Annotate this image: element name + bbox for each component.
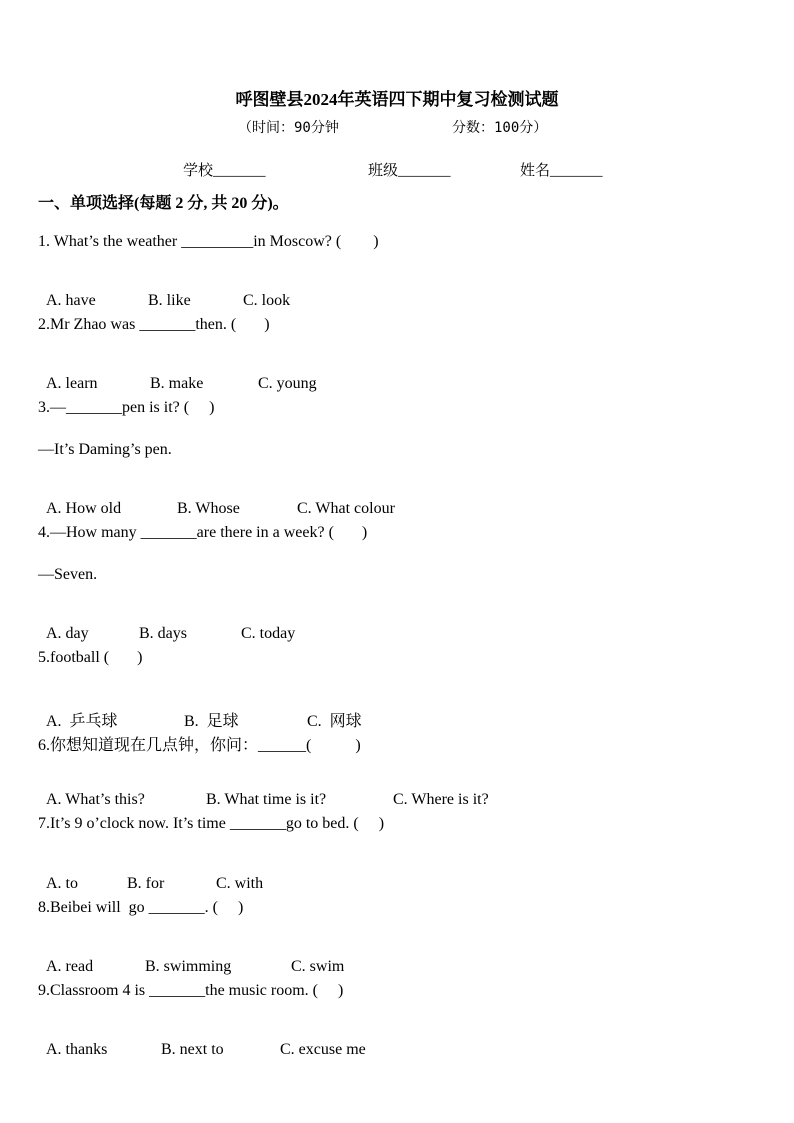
option: B. days: [139, 625, 187, 642]
option: C. look: [243, 292, 291, 309]
option: C. What colour: [297, 500, 395, 517]
question-stem: 3.—_______pen is it? ( ): [38, 399, 215, 416]
option: A. learn: [46, 375, 98, 392]
school-field: 学校_______: [183, 163, 266, 179]
question-options: [38, 773, 489, 809]
option: A. 乒乓球: [46, 713, 118, 730]
option: C. excuse me: [280, 1041, 366, 1058]
option: A. have: [46, 292, 96, 309]
option: B. Whose: [177, 500, 240, 517]
question-options: [38, 482, 395, 518]
question-stem: 9.Classroom 4 is _______the music room. ( ): [38, 982, 344, 999]
question-options: [38, 1023, 366, 1059]
option: C. today: [241, 625, 296, 642]
question-stem: 5.football ( ): [38, 649, 143, 666]
question-options: [38, 274, 290, 310]
question-stem: 8.Beibei will go _______. ( ): [38, 899, 244, 916]
option: B. 足球: [184, 713, 239, 730]
question-stem: 2.Mr Zhao was _______then. ( ): [38, 316, 270, 333]
question-answer: —It’s Daming’s pen.: [38, 441, 172, 458]
exam-title: 呼图壁县2024年英语四下期中复习检测试题: [235, 90, 559, 109]
exam-time: （时间：90分钟: [238, 120, 339, 136]
option: C. 网球: [307, 713, 362, 730]
option: C. with: [216, 875, 264, 892]
exam-score: 分数：100分）: [452, 120, 548, 136]
option: B. for: [127, 875, 165, 892]
question-stem: 1. What’s the weather _________in Moscow? ( ): [38, 233, 379, 250]
option: B. swimming: [145, 958, 232, 975]
option: A. thanks: [46, 1041, 108, 1058]
option: B. make: [150, 375, 204, 392]
option: C. swim: [291, 958, 345, 975]
question-options: [38, 940, 344, 976]
class-field: 班级_______: [368, 163, 451, 179]
option: C. Where is it?: [393, 791, 489, 808]
question-options: [38, 607, 295, 643]
question-stem: 7.It’s 9 o’clock now. It’s time _______go to bed. ( ): [38, 815, 385, 832]
option: C. young: [258, 375, 317, 392]
option: A. How old: [46, 500, 122, 517]
name-field: 姓名_______: [520, 163, 603, 179]
question-stem: 4.—How many _______are there in a week? ( ): [38, 524, 368, 541]
option: A. to: [46, 875, 78, 892]
question-stem: 6.你想知道现在几点钟，你问：______( ): [38, 737, 361, 754]
option: B. next to: [161, 1041, 224, 1058]
option: B. What time is it?: [206, 791, 327, 808]
option: A. day: [46, 625, 89, 642]
question-answer: —Seven.: [38, 566, 98, 583]
question-options: [38, 690, 362, 731]
section-heading: 一、单项选择(每题 2 分, 共 20 分)。: [38, 195, 289, 212]
question-options: [38, 857, 263, 893]
option: A. What’s this?: [46, 791, 145, 808]
question-options: [38, 357, 317, 393]
option: A. read: [46, 958, 94, 975]
option: B. like: [148, 292, 191, 309]
